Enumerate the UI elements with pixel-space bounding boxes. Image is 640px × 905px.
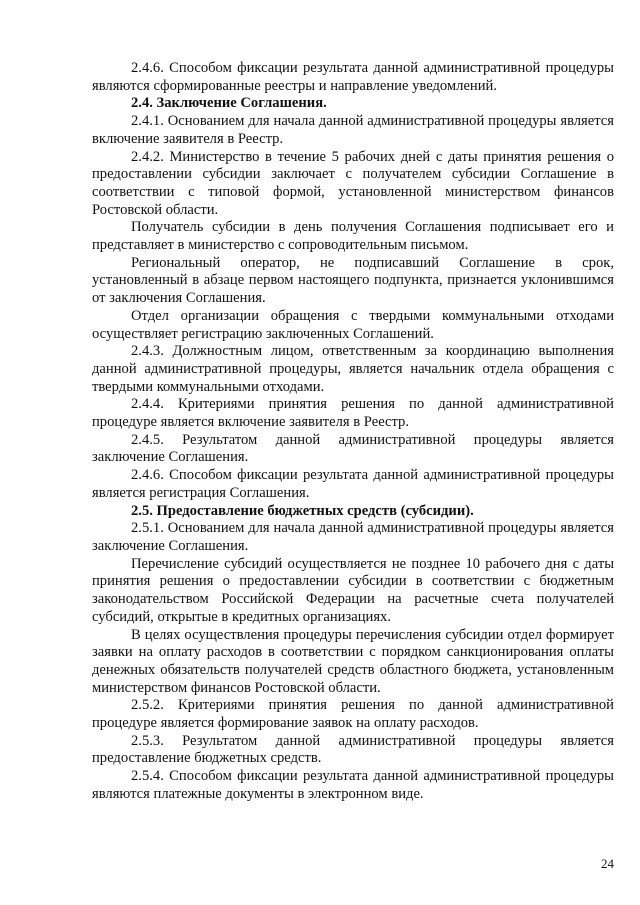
paragraph-2-5-2: 2.5.2. Критериями принятия решения по данной административной процедуре является формирование заявок на оплату расходов.	[92, 697, 614, 732]
paragraph-2-4-5: 2.4.5. Результатом данной административной процедуры является заключение Соглашения.	[92, 431, 614, 466]
section-heading-2-4: 2.4. Заключение Соглашения.	[131, 95, 327, 112]
paragraph-regional-operator: Региональный оператор, не подписавший Соглашение в срок, установленный в абзаце первом настоящего подпункта, признается уклонившимся от заключения Соглашения.	[92, 254, 614, 307]
paragraph-department-registration: Отдел организации обращения с твердыми коммунальными отходами осуществляет регистрацию заключенных Соглашений.	[92, 307, 614, 342]
paragraph-2-5-3: 2.5.3. Результатом данной административной процедуры является предоставление бюджетных средств.	[92, 732, 614, 767]
paragraph-2-4-4: 2.4.4. Критериями принятия решения по данной административной процедуре является включение заявителя в Реестр.	[92, 396, 614, 431]
paragraph-2-4-3: 2.4.3. Должностным лицом, ответственным за координацию выполнения данной административной процедуры, является начальник отдела обращения с твердыми коммунальными отходами.	[92, 343, 614, 395]
paragraph-2-4-6-b: 2.4.6. Способом фиксации результата данной административной процедуры является регистрация Соглашения.	[92, 467, 614, 501]
paragraph-payment-requests: В целях осуществления процедуры перечисления субсидии отдел формирует заявки на оплату расходов в соответствии с порядком санкционирования оплаты денежных обязательств получателей средств областного бюджета, установленным министерством финансов Ростовской области.	[92, 626, 614, 696]
paragraph-2-4-1: 2.4.1. Основанием для начала данной административной процедуры является включение заявителя в Реестр.	[92, 113, 614, 147]
section-heading-2-5: 2.5. Предоставление бюджетных средств (субсидии).	[131, 502, 474, 519]
document-body	[92, 60, 614, 804]
page-number: 24	[601, 856, 614, 871]
paragraph-recipient-signs: Получатель субсидии в день получения Соглашения подписывает его и представляет в министерство с сопроводительным письмом.	[92, 219, 614, 254]
paragraph-2-5-4: 2.5.4. Способом фиксации результата данной административной процедуры являются платежные документы в электронном виде.	[92, 768, 614, 802]
paragraph-2-5-1: 2.5.1. Основанием для начала данной административной процедуры является заключение Соглашения.	[92, 520, 614, 554]
paragraph-subsidy-transfer: Перечисление субсидий осуществляется не позднее 10 рабочего дня с даты принятия решения о предоставлении субсидии в соответствии с бюджетным законодательством Российской Федерации на расчетные счета получателей субсидий, открытые в кредитных организациях.	[92, 555, 614, 625]
paragraph-2-4-6-a: 2.4.6. Способом фиксации результата данной административной процедуры являются сформированные реестры и направление уведомлений.	[92, 60, 614, 94]
paragraph-2-4-2: 2.4.2. Министерство в течение 5 рабочих дней с даты принятия решения о предоставлении субсидии заключает с получателем субсидии Соглашение в соответствии с типовой формой, установленной министерством финансов Ростовской области.	[92, 148, 614, 218]
